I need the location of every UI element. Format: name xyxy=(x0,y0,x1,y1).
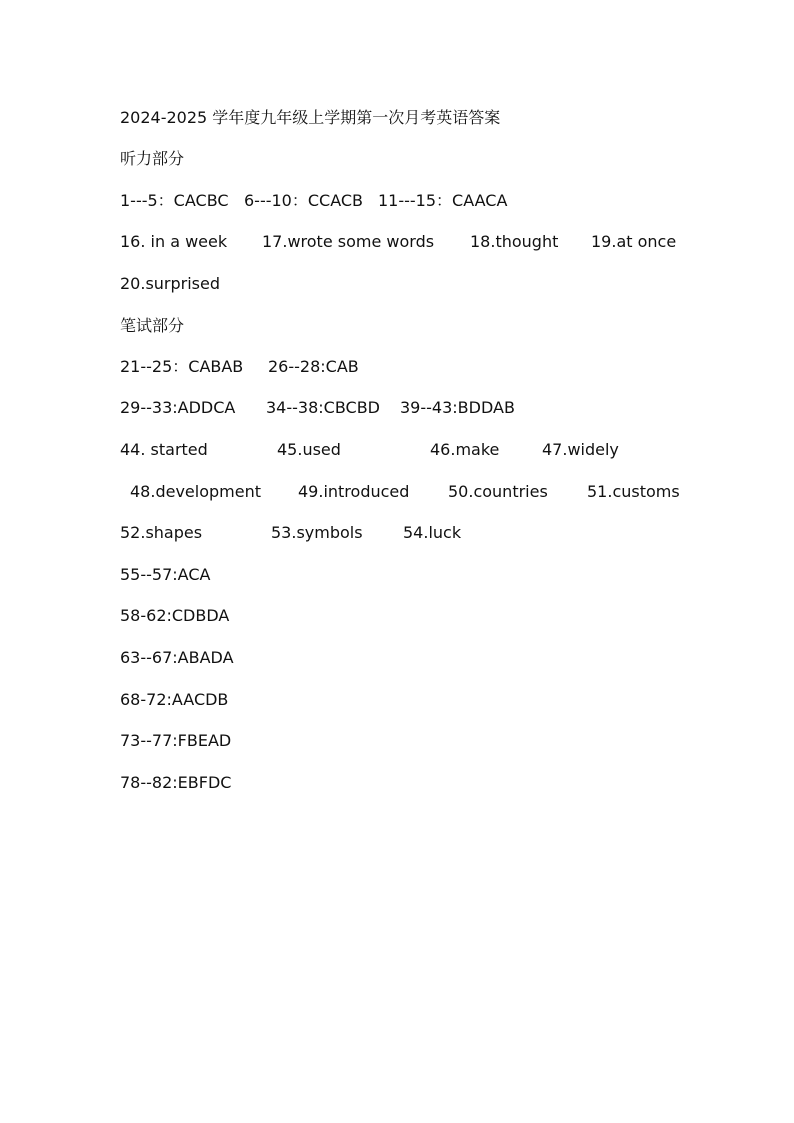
answer-item: 49.introduced xyxy=(298,482,410,501)
answer-item: 45.used xyxy=(277,440,341,459)
answer-group: 6---10：CCACB xyxy=(244,191,364,210)
answer-item: 17.wrote some words xyxy=(262,232,435,251)
written-row-6: 55--57:ACA xyxy=(120,565,211,584)
answer-item: 47.widely xyxy=(542,440,619,459)
written-row-9: 68-72:AACDB xyxy=(120,690,229,709)
listening-row-2 xyxy=(120,232,720,252)
written-row-1 xyxy=(120,357,720,377)
answer-item: 53.symbols xyxy=(271,523,363,542)
answer-group: 21--25：CABAB xyxy=(120,357,244,376)
answer-item: 44. started xyxy=(120,440,208,459)
answer-group: 34--38:CBCBD xyxy=(266,398,380,417)
answer-item: 18.thought xyxy=(470,232,559,251)
written-row-11: 78--82:EBFDC xyxy=(120,773,232,792)
answer-item: 50.countries xyxy=(448,482,548,501)
answer-item: 16. in a week xyxy=(120,232,228,251)
answer-item: 52.shapes xyxy=(120,523,203,542)
written-row-8: 63--67:ABADA xyxy=(120,648,234,667)
written-row-2 xyxy=(120,398,720,418)
answer-item: 46.make xyxy=(430,440,500,459)
listening-row-3 xyxy=(120,274,220,294)
written-row-5 xyxy=(120,523,720,543)
answer-group: 1---5：CACBC xyxy=(120,191,229,210)
written-row-3 xyxy=(120,440,720,460)
document-title: 2024-2025 学年度九年级上学期第一次月考英语答案 xyxy=(120,108,501,127)
answer-item: 20.surprised xyxy=(120,274,221,293)
written-row-4 xyxy=(130,482,730,502)
answer-group: 11---15：CAACA xyxy=(378,191,508,210)
answer-item: 48.development xyxy=(130,482,261,501)
listening-row-1 xyxy=(120,191,720,211)
answer-group: 29--33:ADDCA xyxy=(120,398,236,417)
answer-item: 51.customs xyxy=(587,482,680,501)
answer-group: 26--28:CAB xyxy=(268,357,359,376)
written-heading: 笔试部分 xyxy=(120,316,185,335)
written-row-7: 58-62:CDBDA xyxy=(120,606,230,625)
answer-item: 54.luck xyxy=(403,523,462,542)
written-row-10: 73--77:FBEAD xyxy=(120,731,232,750)
answer-item: 19.at once xyxy=(591,232,677,251)
listening-heading: 听力部分 xyxy=(120,149,185,168)
answer-group: 39--43:BDDAB xyxy=(400,398,515,417)
